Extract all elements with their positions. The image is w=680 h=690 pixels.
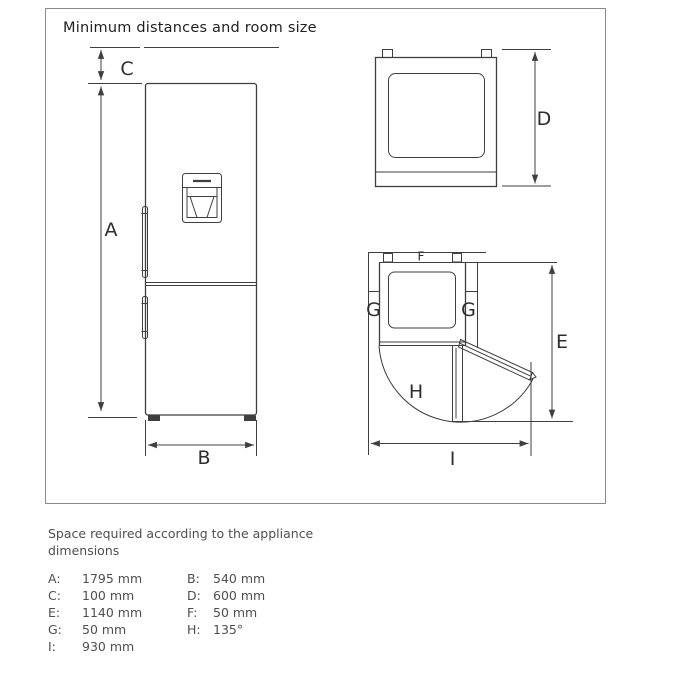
dim-label: E: (48, 605, 61, 620)
dim-letter-g-left: G (366, 299, 381, 321)
dim-letter-c: C (120, 58, 134, 80)
dim-label: I: (48, 639, 56, 654)
dim-value: 100 mm (82, 588, 135, 603)
dim-label: B: (187, 571, 200, 586)
dimension-list (48, 570, 265, 655)
dim-letter-i: I (449, 448, 456, 470)
dim-label: A: (48, 571, 61, 586)
caption-line-1: Space required according to the appliance (48, 526, 314, 541)
dim-letter-h: H (408, 381, 424, 403)
dim-letter-d: D (536, 108, 552, 130)
dim-letter-b: B (197, 447, 211, 469)
door-swing-view (368, 253, 573, 457)
dim-label (187, 638, 213, 655)
fridge-top-view (376, 50, 552, 187)
dim-value: 135° (213, 622, 244, 637)
dim-value (213, 638, 265, 655)
dim-letter-a: A (104, 219, 118, 241)
fridge-front-view (88, 48, 279, 457)
panel-title: Minimum distances and room size (63, 20, 317, 36)
dim-label: F: (187, 605, 198, 620)
dim-value: 1140 mm (82, 605, 143, 620)
dim-value: 600 mm (213, 588, 266, 603)
dim-value: 540 mm (213, 571, 266, 586)
dim-letter-g-right: G (461, 299, 476, 321)
dim-letter-f: F (417, 249, 425, 264)
dim-letter-e: E (555, 331, 569, 353)
dim-value: 1795 mm (82, 571, 143, 586)
dim-label: H: (187, 622, 201, 637)
space-required-caption (48, 525, 313, 559)
dim-label: D: (187, 588, 201, 603)
water-dispenser (183, 174, 222, 223)
dim-value: 50 mm (213, 605, 258, 620)
dim-value: 930 mm (82, 639, 135, 654)
dim-label: G: (48, 622, 62, 637)
dim-value: 50 mm (82, 622, 127, 637)
dim-label: C: (48, 588, 61, 603)
caption-line-2: dimensions (48, 543, 120, 558)
